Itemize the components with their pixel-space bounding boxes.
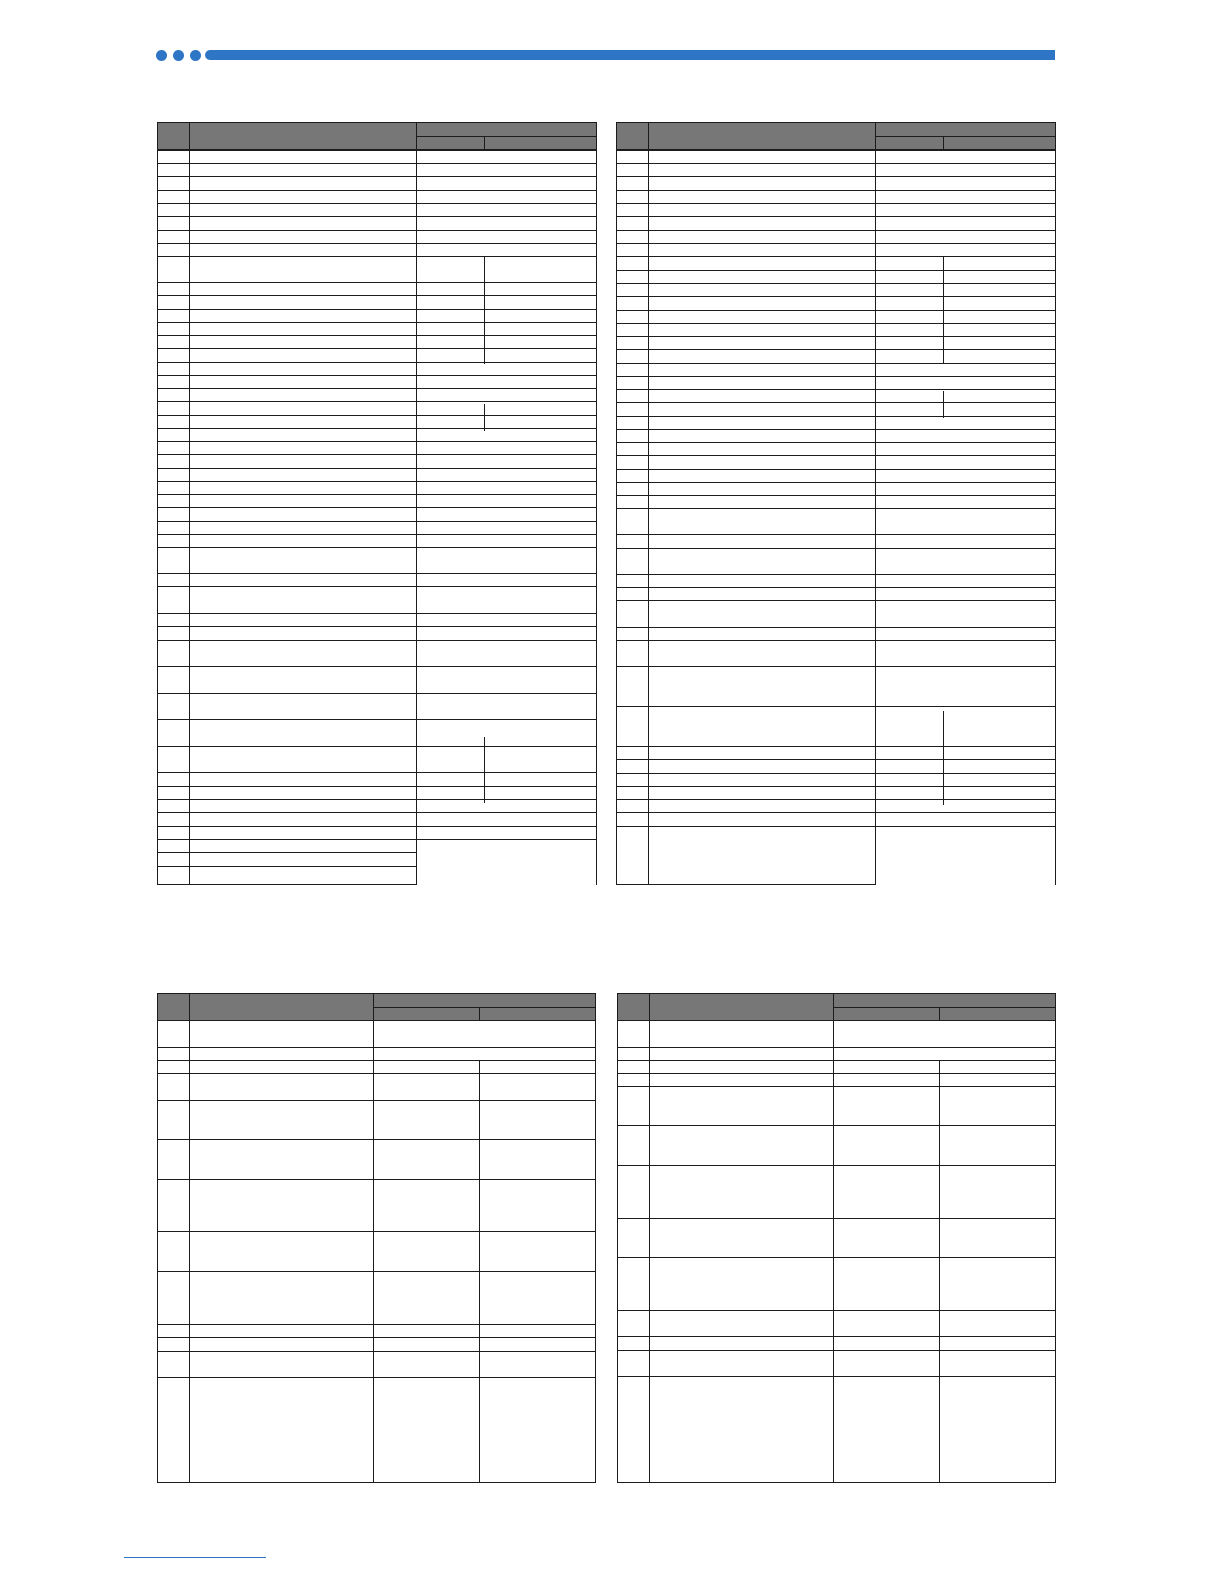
- row-rule: [617, 270, 1055, 271]
- row-rule: [158, 348, 596, 349]
- row-rule: [158, 203, 596, 204]
- row-rule: [158, 468, 596, 469]
- value-col-divider: [943, 711, 944, 805]
- table-top-right: [616, 122, 1056, 885]
- row-rule: [158, 1377, 595, 1378]
- row-rule: [617, 826, 1055, 827]
- row-rule: [158, 481, 596, 482]
- value-col-divider: [484, 257, 485, 364]
- footer-link-underline: [124, 1557, 266, 1558]
- header-col-divider: [939, 1007, 940, 1020]
- row-rule: [617, 812, 1055, 813]
- row-rule: [158, 163, 596, 164]
- row-rule: [617, 416, 1055, 417]
- row-rule: [158, 243, 596, 244]
- row-rule: [158, 640, 596, 641]
- row-rule: [617, 256, 1055, 257]
- row-rule: [617, 296, 1055, 297]
- row-rule: [158, 362, 596, 363]
- value-col-divider: [943, 257, 944, 364]
- row-rule: [618, 1218, 1055, 1219]
- row-rule: [158, 176, 596, 177]
- header-dot: [156, 50, 167, 61]
- row-rule: [618, 1073, 1055, 1074]
- row-rule: [158, 190, 596, 191]
- col-divider: [875, 123, 876, 884]
- row-rule: [158, 1271, 595, 1272]
- row-rule: [617, 336, 1055, 337]
- col-divider: [373, 994, 374, 1482]
- row-rule: [158, 388, 596, 389]
- row-rule: [617, 349, 1055, 350]
- row-rule: [617, 283, 1055, 284]
- row-rule: [158, 282, 596, 283]
- row-rule: [618, 1165, 1055, 1166]
- value-col-divider: [484, 737, 485, 803]
- row-rule: [617, 799, 1055, 800]
- row-rule: [617, 469, 1055, 470]
- row-rule: [158, 507, 596, 508]
- header-rule: [205, 50, 1055, 60]
- header-sub-divider: [875, 136, 1055, 137]
- row-rule: [617, 203, 1055, 204]
- row-rule: [158, 839, 596, 840]
- value-col-divider: [939, 1060, 940, 1482]
- row-rule: [158, 1073, 595, 1074]
- row-rule: [158, 719, 596, 720]
- row-rule: [158, 1179, 595, 1180]
- row-rule: [158, 1047, 595, 1048]
- row-rule: [158, 693, 596, 694]
- row-rule: [617, 627, 1055, 628]
- row-rule: [158, 322, 596, 323]
- row-rule: [617, 402, 1055, 403]
- row-rule: [158, 415, 596, 416]
- row-rule: [158, 309, 596, 310]
- row-rule: [618, 1086, 1055, 1087]
- row-rule: [617, 640, 1055, 641]
- row-rule: [158, 812, 596, 813]
- row-rule: [158, 441, 596, 442]
- row-rule: [618, 1350, 1055, 1351]
- row-rule: [158, 1351, 595, 1352]
- row-rule: [158, 799, 596, 800]
- row-rule: [158, 573, 596, 574]
- row-rule: [158, 1231, 595, 1232]
- row-rule: [158, 521, 596, 522]
- row-rule: [617, 176, 1055, 177]
- row-rule: [158, 454, 596, 455]
- row-rule: [158, 375, 596, 376]
- row-rule: [617, 773, 1055, 774]
- table-bottom-right: [617, 993, 1056, 1483]
- value-col-divider: [943, 391, 944, 418]
- row-rule: [158, 1139, 595, 1140]
- table-bottom-left: [157, 993, 596, 1483]
- row-rule: [617, 600, 1055, 601]
- row-rule: [158, 547, 596, 548]
- row-rule: [158, 772, 596, 773]
- row-rule: [158, 534, 596, 535]
- row-rule: [158, 1100, 595, 1101]
- col-divider: [189, 123, 190, 884]
- row-rule: [158, 428, 596, 429]
- row-rule: [617, 442, 1055, 443]
- row-rule: [617, 587, 1055, 588]
- row-rule: [158, 786, 596, 787]
- row-rule: [618, 1376, 1055, 1377]
- header-col-divider: [484, 136, 485, 149]
- col-divider: [189, 994, 190, 1482]
- row-rule: [617, 216, 1055, 217]
- row-rule: [617, 376, 1055, 377]
- row-rule: [158, 1020, 595, 1021]
- merged-cell: [876, 844, 1055, 885]
- row-rule: [617, 759, 1055, 760]
- col-divider: [649, 994, 650, 1482]
- row-rule: [617, 243, 1055, 244]
- row-rule: [158, 230, 596, 231]
- row-rule: [617, 310, 1055, 311]
- row-rule: [617, 363, 1055, 364]
- row-rule: [618, 1060, 1055, 1061]
- row-rule: [158, 295, 596, 296]
- value-col-divider: [484, 404, 485, 431]
- row-rule: [618, 1125, 1055, 1126]
- row-rule: [617, 786, 1055, 787]
- header-dot: [190, 50, 201, 61]
- header-col-divider: [943, 136, 944, 149]
- row-rule: [158, 1337, 595, 1338]
- row-rule: [617, 508, 1055, 509]
- header-sub-divider: [373, 1007, 595, 1008]
- merged-cell: [417, 844, 596, 885]
- row-rule: [158, 613, 596, 614]
- row-rule: [617, 548, 1055, 549]
- row-rule: [617, 323, 1055, 324]
- header-dot: [173, 50, 184, 61]
- row-rule: [618, 1047, 1055, 1048]
- row-rule: [617, 190, 1055, 191]
- row-rule: [617, 534, 1055, 535]
- col-divider: [648, 123, 649, 884]
- row-rule: [158, 1324, 595, 1325]
- row-rule: [617, 706, 1055, 707]
- row-rule: [617, 666, 1055, 667]
- col-divider: [416, 123, 417, 884]
- row-rule: [617, 389, 1055, 390]
- row-rule: [617, 429, 1055, 430]
- header-sub-divider: [416, 136, 596, 137]
- row-rule: [618, 1020, 1055, 1021]
- row-rule: [158, 746, 596, 747]
- row-rule: [158, 494, 596, 495]
- row-rule: [618, 1310, 1055, 1311]
- row-rule: [158, 626, 596, 627]
- row-rule: [158, 335, 596, 336]
- col-divider: [833, 994, 834, 1482]
- row-rule: [617, 574, 1055, 575]
- row-rule: [618, 1336, 1055, 1337]
- row-rule: [158, 1060, 595, 1061]
- value-col-divider: [479, 1060, 480, 1482]
- row-rule: [617, 495, 1055, 496]
- row-rule: [617, 230, 1055, 231]
- row-rule: [617, 482, 1055, 483]
- row-rule: [617, 150, 1055, 151]
- row-rule: [158, 826, 596, 827]
- row-rule: [617, 455, 1055, 456]
- row-rule: [617, 746, 1055, 747]
- row-rule: [158, 216, 596, 217]
- row-rule: [618, 1257, 1055, 1258]
- row-rule: [158, 256, 596, 257]
- header-bar: [156, 49, 1056, 61]
- row-rule: [158, 150, 596, 151]
- header-col-divider: [479, 1007, 480, 1020]
- row-rule: [617, 163, 1055, 164]
- table-top-left: [157, 122, 597, 885]
- row-rule: [158, 586, 596, 587]
- header-sub-divider: [833, 1007, 1055, 1008]
- row-rule: [158, 666, 596, 667]
- row-rule: [158, 401, 596, 402]
